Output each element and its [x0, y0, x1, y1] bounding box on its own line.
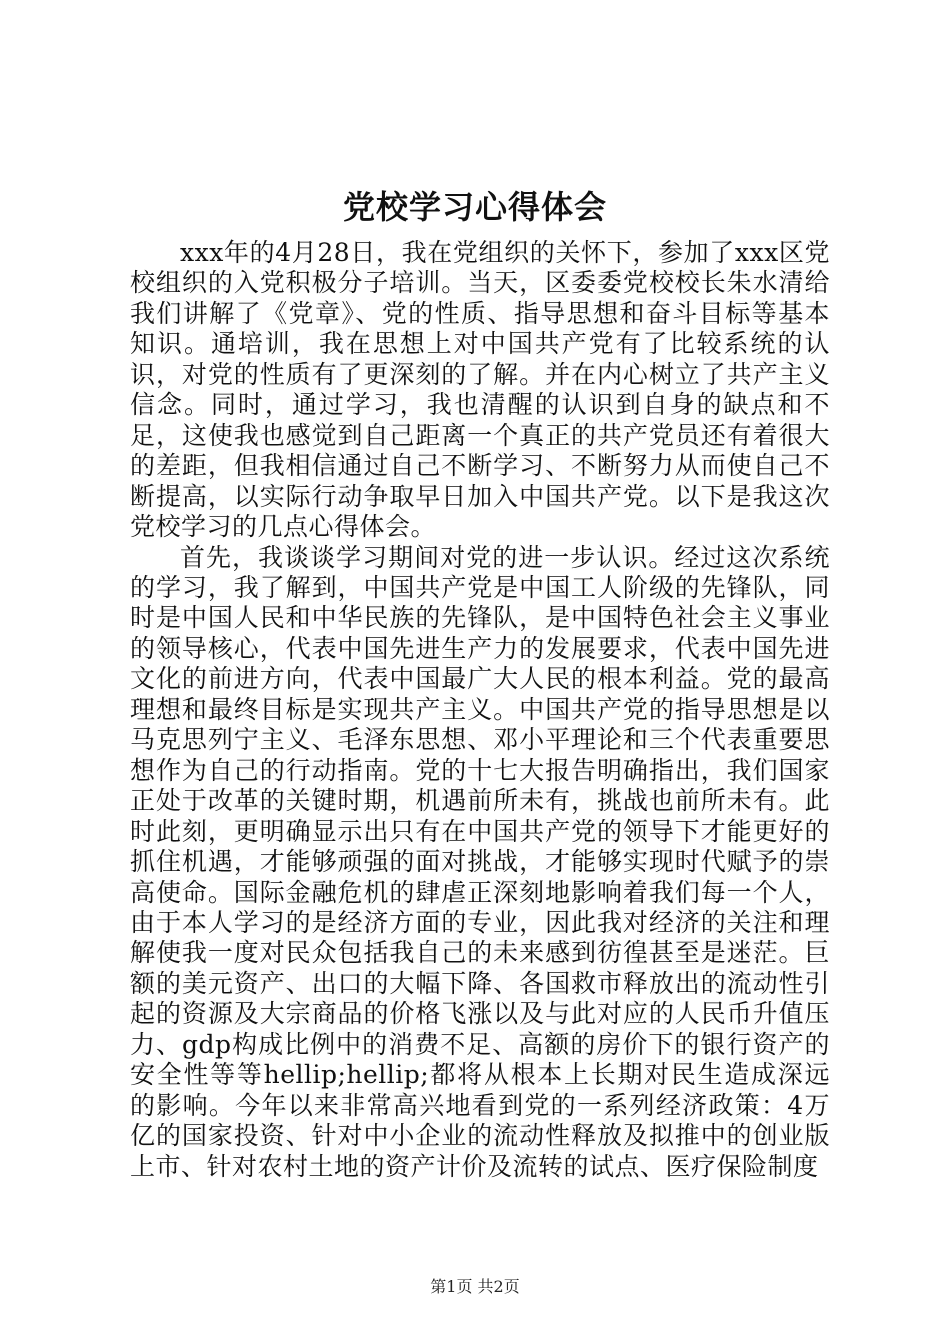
page-footer: 第1页 共2页 [430, 1277, 520, 1296]
body-paragraph: xxx年的4月28日，我在党组织的关怀下，参加了xxx区党校组织的入党积极分子培训。当天，区委委党校校长朱水清给我们讲解了《党章》、党的性质、指导思想和奋斗目标等基本知识。通培训，我在思想上对中国共产党有了比较系统的认识，对党的性质有了更深刻的了解。并在内心树立了共产主义信念。同时，通过学习，我也清醒的认识到自身的缺点和不足，这使我也感觉到自己距离一个真正的共产党员还有着很大的差距，但我相信通过自己不断学习、不断努力从而使自己不断提高，以实际行动争取早日加入中国共产党。以下是我这次党校学习的几点心得体会。 [130, 238, 830, 542]
document-body [130, 238, 830, 1182]
body-paragraph: 首先，我谈谈学习期间对党的进一步认识。经过这次系统的学习，我了解到，中国共产党是中国工人阶级的先锋队，同时是中国人民和中华民族的先锋队，是中国特色社会主义事业的领导核心，代表中国先进生产力的发展要求，代表中国先进文化的前进方向，代表中国最广大人民的根本利益。党的最高理想和最终目标是实现共产主义。中国共产党的指导思想是以马克思列宁主义、毛泽东思想、邓小平理论和三个代表重要思想作为自己的行动指南。党的十七大报告明确指出，我们国家正处于改革的关键时期，机遇前所未有，挑战也前所未有。此时此刻，更明确显示出只有在中国共产党的领导下才能更好的抓住机遇，才能够顽强的面对挑战，才能够实现时代赋予的崇高使命。国际金融危机的肆虐正深刻地影响着我们每一个人，由于本人学习的是经济方面的专业，因此我对经济的关注和理解使我一度对民众包括我自己的未来感到彷徨甚至是迷茫。巨额的美元资产、出口的大幅下降、各国救市释放出的流动性引起的资源及大宗商品的价格飞涨以及与此对应的人民币升值压力、gdp构成比例中的消费不足、高额的房价下的银行资产的安全性等等hellip;hellip;都将从根本上长期对民生造成深远的影响。今年以来非常高兴地看到党的一系列经济政策：4万亿的国家投资、针对中小企业的流动性释放及拟推中的创业版上市、针对农村土地的资产计价及流转的试点、医疗保险制度 [130, 542, 830, 1181]
document-title: 党校学习心得体会 [342, 188, 607, 226]
